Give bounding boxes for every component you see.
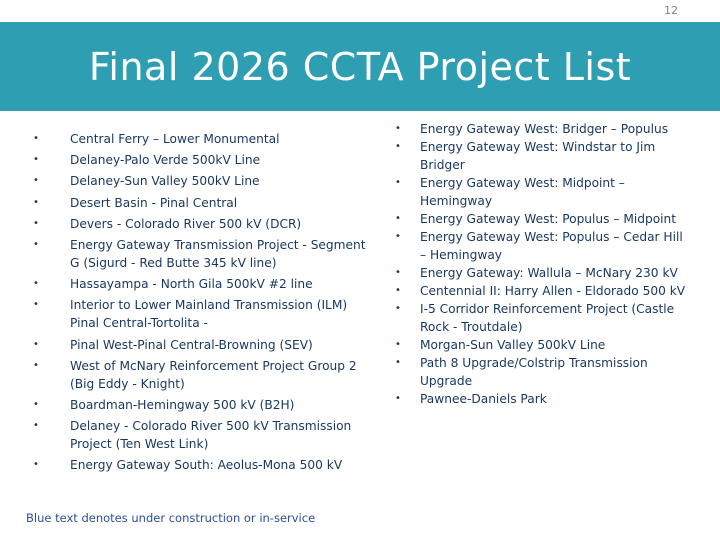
project-name: Path 8 Upgrade/Colstrip Transmission Upgrade: [420, 356, 648, 388]
project-list-item: [392, 354, 692, 390]
bullet-icon: •: [395, 393, 401, 404]
project-list-item: [30, 215, 370, 233]
footnote: Blue text denotes under construction or in-service: [26, 511, 316, 525]
project-name: Delaney-Palo Verde 500kV Line: [70, 153, 261, 168]
project-list-item: [30, 417, 370, 453]
bullet-icon: •: [33, 238, 39, 250]
bullet-icon: •: [33, 338, 39, 350]
bullet-icon: •: [33, 278, 39, 290]
project-name: Devers - Colorado River 500 kV (DCR): [70, 216, 302, 231]
bullet-icon: •: [395, 267, 401, 278]
project-name: Morgan-Sun Valley 500kV Line: [420, 338, 606, 352]
bullet-icon: •: [395, 357, 401, 368]
bullet-icon: •: [33, 420, 39, 432]
left-project-list: [30, 130, 370, 477]
bullet-icon: •: [395, 123, 401, 134]
project-list-item: [392, 264, 692, 282]
bullet-icon: •: [33, 196, 39, 208]
project-name: Centennial II: Harry Allen - Eldorado 500 kV: [420, 284, 686, 298]
bullet-icon: •: [395, 177, 401, 188]
bullet-icon: •: [395, 231, 401, 242]
bullet-icon: •: [33, 398, 39, 410]
project-name: Energy Gateway West: Windstar to Jim Bridger: [420, 140, 656, 172]
right-project-list: [392, 120, 692, 408]
project-name: Interior to Lower Mainland Transmission (ILM) Pinal Central-Tortolita -: [70, 298, 348, 331]
bullet-icon: •: [395, 303, 401, 314]
project-list-item: [30, 275, 370, 293]
project-name: Energy Gateway West: Populus – Midpoint: [420, 212, 677, 226]
project-list-item: [392, 336, 692, 354]
project-name: Energy Gateway West: Bridger – Populus: [420, 122, 669, 136]
project-list-item: [392, 390, 692, 408]
bullet-icon: •: [33, 175, 39, 187]
bullet-icon: •: [33, 217, 39, 229]
bullet-icon: •: [33, 154, 39, 166]
project-name: Delaney-Sun Valley 500kV Line: [70, 174, 260, 189]
project-name: Delaney - Colorado River 500 kV Transmission Project (Ten West Link): [70, 419, 352, 452]
project-list-item: [30, 456, 370, 474]
bullet-icon: •: [395, 339, 401, 350]
project-name: Central Ferry – Lower Monumental: [70, 132, 280, 146]
project-list-item: [392, 138, 692, 174]
page-number: 12: [664, 4, 678, 17]
project-name: Boardman-Hemingway 500 kV (B2H): [70, 397, 295, 412]
project-name: Energy Gateway West: Populus – Cedar Hill – Hemingway: [420, 230, 683, 262]
project-name: Energy Gateway Transmission Project - Segment G (Sigurd - Red Butte 345 kV line): [70, 237, 366, 270]
project-list-item: [30, 336, 370, 354]
project-name: Pawnee-Daniels Park: [420, 392, 547, 406]
project-list-item: [30, 357, 370, 393]
bullet-icon: •: [33, 299, 39, 311]
project-name: Hassayampa - North Gila 500kV #2 line: [70, 277, 313, 292]
project-list-item: [392, 282, 692, 300]
title-band: [0, 22, 720, 111]
page-title: Final 2026 CCTA Project List: [88, 44, 632, 89]
project-list-item: [30, 194, 370, 212]
bullet-icon: •: [395, 141, 401, 152]
bullet-icon: •: [33, 133, 39, 144]
project-list-item: [392, 210, 692, 228]
project-list-item: [392, 228, 692, 264]
project-list-item: [392, 300, 692, 336]
project-name: Energy Gateway: Wallula – McNary 230 kV: [420, 266, 678, 280]
project-name: Pinal West-Pinal Central-Browning (SEV): [70, 337, 313, 352]
project-list-item: [392, 120, 692, 138]
bullet-icon: •: [33, 459, 39, 471]
project-list-item: [30, 130, 370, 148]
project-list-item: [392, 174, 692, 210]
project-name: I-5 Corridor Reinforcement Project (Castle Rock - Troutdale): [420, 302, 675, 334]
project-name: Desert Basin - Pinal Central: [70, 195, 238, 210]
project-name: Energy Gateway West: Midpoint – Hemingway: [420, 176, 625, 208]
bullet-icon: •: [395, 285, 401, 296]
project-list-item: [30, 296, 370, 332]
project-name: Energy Gateway South: Aeolus-Mona 500 kV: [70, 458, 343, 473]
project-name: West of McNary Reinforcement Project Group 2 (Big Eddy - Knight): [70, 358, 357, 391]
bullet-icon: •: [33, 359, 39, 371]
bullet-icon: •: [395, 213, 401, 224]
project-list-item: [30, 172, 370, 190]
project-list-item: [30, 236, 370, 272]
project-list-item: [30, 396, 370, 414]
project-list-item: [30, 151, 370, 169]
